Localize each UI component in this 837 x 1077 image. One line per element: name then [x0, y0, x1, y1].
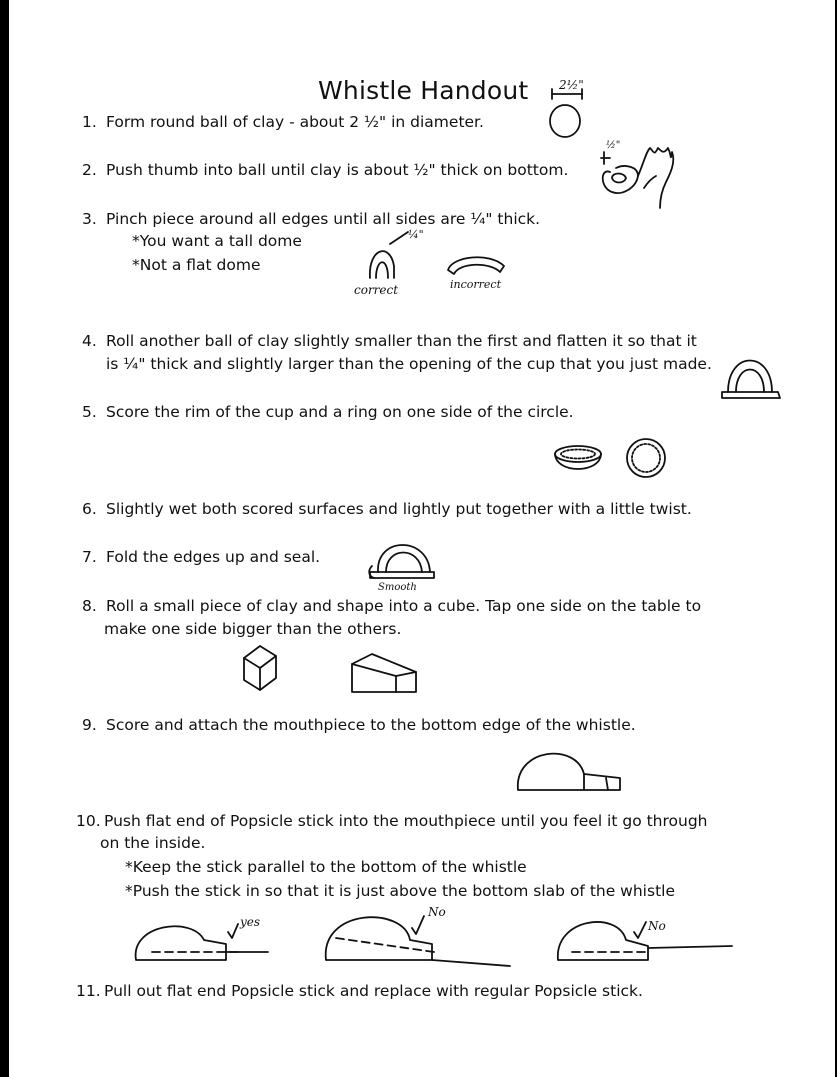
step-7 — [82, 546, 320, 568]
step-text: Pull out flat end Popsicle stick and replace with regular Popsicle stick. — [104, 982, 643, 1000]
step-text: Form round ball of clay - about 2 ½" in diameter. — [106, 113, 484, 131]
step-1 — [82, 111, 484, 133]
incorrect-label: incorrect — [450, 278, 501, 291]
step-3-note-1: *You want a tall dome — [132, 232, 302, 250]
sealed-edges-sketch — [362, 530, 446, 592]
page-title: Whistle Handout — [318, 76, 529, 105]
step-number: 3. — [82, 210, 97, 228]
step-10-note-2: *Push the stick in so that it is just above the bottom slab of the whistle — [125, 882, 675, 900]
step-4 — [82, 330, 697, 352]
step-number: 10. — [76, 812, 101, 830]
step-text: Push flat end of Popsicle stick into the mouthpiece until you feel it go through — [104, 812, 708, 830]
step-10-note-1: *Keep the stick parallel to the bottom of the whistle — [125, 858, 527, 876]
step-text: Slightly wet both scored surfaces and lightly put together with a little twist. — [106, 500, 692, 518]
step-number: 8. — [82, 597, 97, 615]
step-6 — [82, 498, 692, 520]
step-number: 7. — [82, 548, 97, 566]
step-text: Score the rim of the cup and a ring on one side of the circle. — [106, 403, 574, 421]
step-8 — [82, 595, 701, 617]
correct-label: correct — [354, 283, 399, 297]
step-number: 2. — [82, 161, 97, 179]
step-9 — [82, 714, 636, 736]
wall-thickness-label: ¼" — [408, 228, 424, 241]
no-label-2: No — [648, 919, 666, 933]
step-number: 1. — [82, 113, 97, 131]
step-number: 6. — [82, 500, 97, 518]
step-text: Fold the edges up and seal. — [106, 548, 321, 566]
bottom-thickness-label: ½" — [606, 140, 621, 151]
cube-mouthpiece-sketch — [236, 640, 436, 700]
step-number: 11. — [76, 982, 101, 1000]
cup-on-slab-sketch — [718, 340, 782, 404]
step-number: 4. — [82, 332, 97, 350]
step-11 — [76, 980, 643, 1002]
step-text: Score and attach the mouthpiece to the bottom edge of the whistle. — [106, 716, 636, 734]
step-4-continuation: is ¼" thick and slightly larger than the opening of the cup that you just made. — [106, 355, 712, 373]
step-2 — [82, 159, 568, 181]
step-text: Roll a small piece of clay and shape into a cube. Tap one side on the table to — [106, 597, 702, 615]
yes-label: yes — [240, 915, 261, 929]
step-10 — [76, 810, 708, 832]
mouthpiece-attached-sketch — [510, 738, 634, 798]
step-text: Pinch piece around all edges until all sides are ¼" thick. — [106, 210, 541, 228]
step-number: 5. — [82, 403, 97, 421]
step-5 — [82, 401, 574, 423]
no-label-1: No — [428, 905, 446, 919]
ball-diameter-label: 2½" — [559, 78, 584, 92]
step-3-note-2: *Not a flat dome — [132, 256, 261, 274]
scored-surfaces-sketch — [548, 436, 674, 486]
step-text: Push thumb into ball until clay is about ½" thick on bottom. — [106, 161, 569, 179]
step-text: Roll another ball of clay slightly smaller than the first and flatten it so that it — [106, 332, 697, 350]
thumb-in-ball-sketch — [598, 138, 682, 210]
ball-diameter-sketch — [546, 76, 596, 140]
step-number: 9. — [82, 716, 97, 734]
step-8-continuation: make one side bigger than the others. — [104, 620, 402, 638]
dome-comparison-sketch — [350, 226, 520, 298]
smooth-label: Smooth — [378, 582, 417, 593]
stick-placement-sketches — [128, 902, 738, 974]
scan-edge-left — [0, 0, 9, 1077]
step-10-continuation: on the inside. — [100, 834, 206, 852]
